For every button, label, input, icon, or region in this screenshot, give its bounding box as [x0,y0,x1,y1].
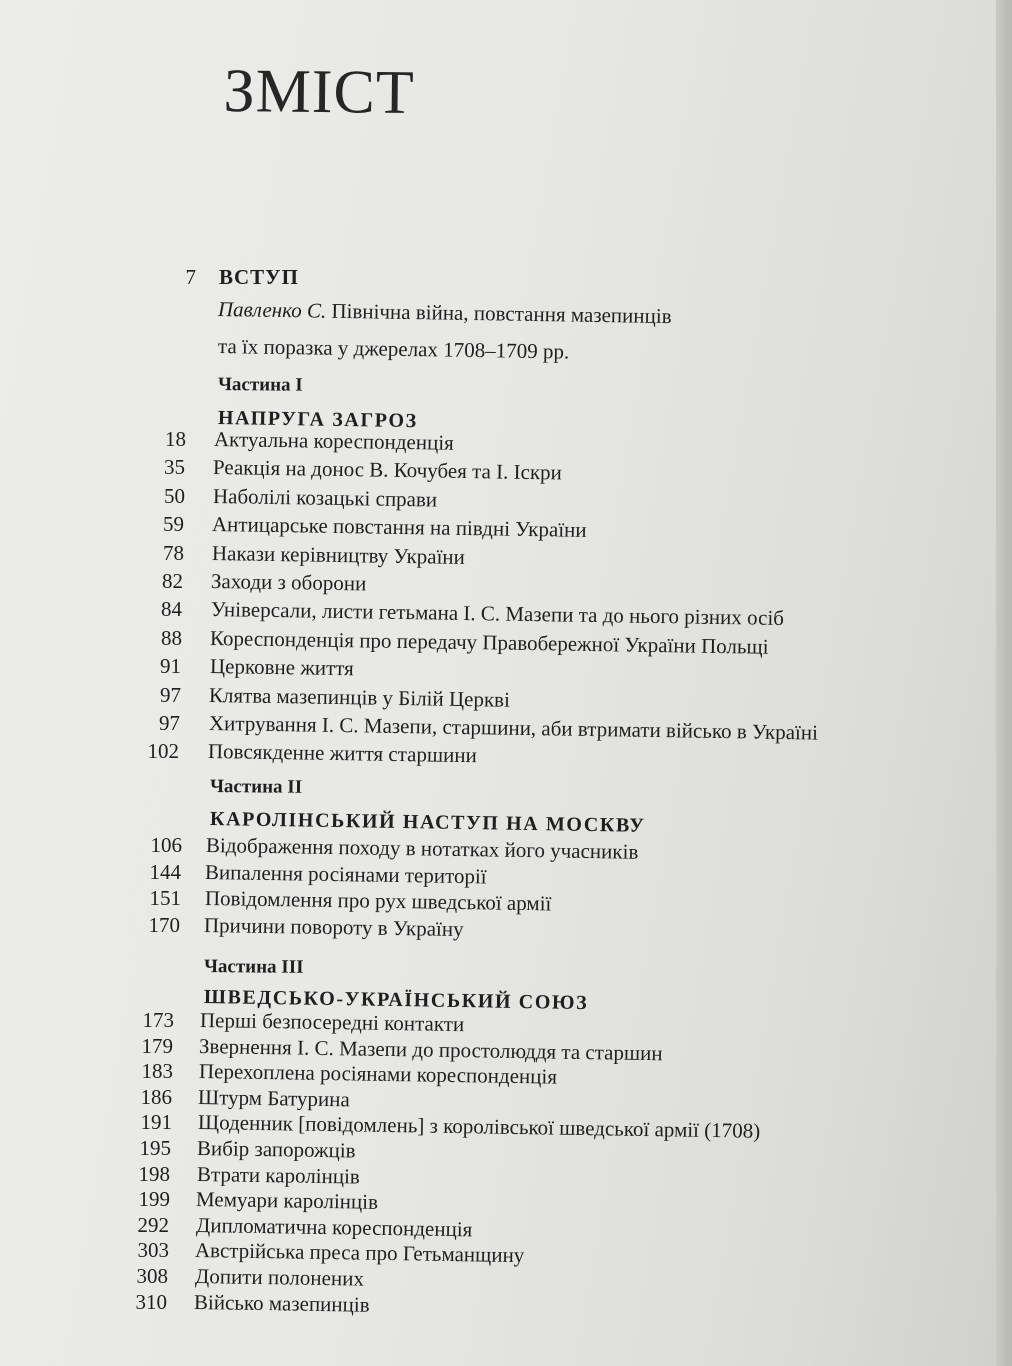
toc-page-number: 170 [148,913,180,937]
toc-entry-title: Штурм Батурина [197,1085,351,1112]
toc-page-number: 7 [185,265,196,289]
toc-entry-title: Щоденник [повідомлень] з королівської шведської армії (1708) [197,1110,761,1143]
page-title: ЗМІСТ [223,56,416,127]
toc-page-number: 186 [140,1085,172,1109]
toc-entry-title: Причини повороту в Україну [203,913,464,942]
toc-entry-title: Австрійська преса про Гетьманщину [194,1238,525,1268]
toc-entry-title: Дипломатична кореспонденція [195,1213,473,1242]
part-heading: ШВЕДСЬКО-УКРАЇНСЬКИЙ СОЮЗ [203,986,589,1015]
intro-text-line1 [218,297,672,328]
part-label: Частина III [203,956,304,978]
toc-page-number: 151 [149,886,181,910]
toc-page-number: 199 [138,1187,170,1211]
toc-page-number: 144 [149,860,181,884]
toc-page-number: 91 [160,654,181,678]
part-heading: КАРОЛІНСЬКИЙ НАСТУП НА МОСКВУ [209,808,646,837]
part-heading: НАПРУГА ЗАГРОЗ [217,407,418,433]
toc-entry-title: Військо мазепинців [193,1290,370,1317]
toc-entry-title: Допити полонених [194,1264,365,1291]
toc-entry-title: Хитрування І. С. Мазепи, старшини, аби втримати військо в Україні [208,711,819,745]
intro-author: Павленко С. [217,297,327,323]
toc-page-number: 292 [137,1213,169,1237]
toc-entry-title: Вибір запорожців [196,1136,356,1163]
toc-page-number: 102 [147,739,179,763]
toc-page-number: 59 [163,512,184,536]
toc-entry-title: Мемуари каролінців [195,1187,379,1214]
toc-entry-title: Церковне життя [209,654,355,681]
toc-page-number: 88 [161,626,182,650]
toc-page-number: 310 [135,1290,167,1314]
toc-page-number: 303 [137,1238,169,1262]
toc-entry-title: Випалення росіянами території [204,860,487,889]
intro-heading: ВСТУП [219,265,299,289]
toc-entry-title: Заходи з оборони [210,569,367,596]
toc-page-number: 78 [163,541,184,565]
toc-page-number: 173 [142,1008,174,1032]
toc-entry-title: Універсали, листи гетьмана І. С. Мазепи та до нього різних осіб [210,597,785,630]
toc-entry-title: Відображення походу в нотатках його учасників [205,833,639,864]
toc-page-number: 106 [150,833,182,857]
intro-text-line1-rest: Північна війна, повстання мазепинців [326,298,672,329]
toc-page-number: 97 [160,683,181,707]
intro-text-line2: та їх поразка у джерелах 1708–1709 рр. [217,334,570,364]
toc-page-number: 179 [141,1034,173,1058]
toc-entry-title: Накази керівництву України [211,541,466,569]
toc-entry-title: Антицарське повстання на півдні України [211,512,587,542]
toc-entry-title: Звернення І. С. Мазепи до простолюддя та старшин [198,1034,663,1066]
toc-entry-title: Реакція на донос В. Кочубея та І. Іскри [212,455,563,485]
toc-page-number: 50 [164,484,185,508]
toc-entry-title: Кореспонденція про передачу Правобережної України Польщі [209,626,769,659]
toc-page-number: 82 [162,569,183,593]
toc-entry-title: Клятва мазепинців у Білій Церкві [208,683,511,712]
toc-page-number: 84 [161,597,182,621]
toc-entry-title: Перехоплена росіянами кореспонденція [198,1059,558,1089]
toc-entry-title: Перші безпосередні контакти [199,1008,465,1037]
toc-entry-title: Повсякденне життя старшини [207,739,478,768]
toc-page-number: 97 [159,711,180,735]
toc-page-number: 191 [140,1110,172,1134]
toc-page-number: 35 [164,455,185,479]
toc-page-number: 198 [138,1162,170,1186]
toc-entry-title: Актуальна кореспонденція [213,427,455,455]
toc-entry-title: Втрати каролінців [196,1162,361,1189]
toc-entry-title: Наболілі козацькі справи [212,484,438,512]
part-label: Частина I [217,374,303,396]
toc-page-number: 18 [165,427,186,451]
toc-page-number: 195 [139,1136,171,1160]
toc-page-number: 308 [136,1264,168,1288]
toc-page-number: 183 [141,1059,173,1083]
toc-entry-title: Повідомлення про рух шведської армії [204,886,552,916]
part-label: Частина II [209,776,303,798]
